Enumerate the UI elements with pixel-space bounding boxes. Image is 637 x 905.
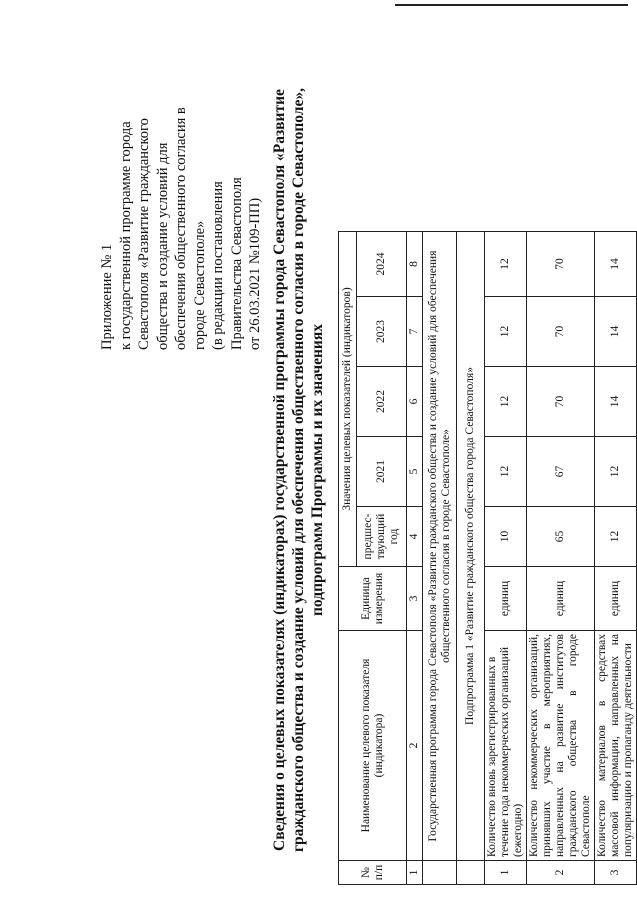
- col-number: 4: [407, 507, 423, 567]
- row-2024: 12: [485, 232, 527, 297]
- header-2023: 2023: [357, 297, 407, 367]
- header-name: Наименование целевого показателя (индикатора): [339, 631, 407, 861]
- row-2024: 70: [527, 232, 595, 297]
- heading-line: гражданского общества и создание условий для обеспечения общественного согласия в городе Севастополе»,: [290, 87, 307, 853]
- header-2022: 2022: [357, 367, 407, 437]
- annex-line: от 26.03.2021 №109-ПП): [247, 197, 263, 350]
- row-2023: 12: [485, 297, 527, 367]
- row-prev: 12: [595, 507, 637, 567]
- header-2024: 2024: [357, 232, 407, 297]
- row-indicator-name: Количество некоммерческих организаций, принявших участие в мероприятиях, направленных на развитие институтов гражданского общества в городе Севастополе: [527, 631, 595, 861]
- row-2021: 12: [595, 437, 637, 507]
- row-indicator-name: Количество материалов в средствах массовой информации, направленных на популяризацию и пропаганду деятельности: [595, 631, 637, 861]
- header-values-group: Значения целевых показателей (индикаторов): [339, 232, 357, 567]
- row-2023: 14: [595, 297, 637, 367]
- program-row: Государственная программа города Севастополя «Развитие гражданского общества и создание условий для обеспечения общественного согласия в городе Севастополе»: [423, 232, 457, 861]
- row-unit: единиц: [595, 567, 637, 631]
- indicators-table: [338, 231, 637, 885]
- col-number: 1: [407, 861, 423, 885]
- annex-line: к государственной программе города: [117, 121, 134, 350]
- document-heading: [270, 55, 327, 885]
- col-number: 2: [407, 631, 423, 861]
- row-num: 2: [527, 861, 595, 885]
- row-unit: единиц: [527, 567, 595, 631]
- row-2023: 70: [527, 297, 595, 367]
- row-2021: 67: [527, 437, 595, 507]
- annex-line: (в редакции постановления: [210, 181, 226, 350]
- col-number: 8: [407, 232, 423, 297]
- col-number: 7: [407, 297, 423, 367]
- annex-line: Севастополя «Развитие гражданского: [136, 118, 152, 350]
- annex-line: Правительства Севастополя: [228, 177, 245, 350]
- header-unit: Единица измерения: [339, 567, 407, 631]
- row-prev: 10: [485, 507, 527, 567]
- annex-line: городе Севастополе»: [191, 220, 208, 350]
- row-2022: 12: [485, 367, 527, 437]
- header-prev-year: предшес-твующий год: [357, 507, 407, 567]
- header-2021: 2021: [357, 437, 407, 507]
- row-num: 1: [485, 861, 527, 885]
- annex-line: общества и создание условий для: [154, 142, 171, 350]
- header-num: № п/п: [339, 861, 407, 885]
- row-prev: 65: [527, 507, 595, 567]
- subprogram-row: Подпрограмма 1 «Развитие гражданского общества города Севастополя»: [457, 232, 485, 861]
- col-number: 5: [407, 437, 423, 507]
- subprogram-row-spacer: [457, 861, 485, 885]
- row-2024: 14: [595, 232, 637, 297]
- col-number: 3: [407, 567, 423, 631]
- annex-line: Приложение № 1: [99, 243, 115, 350]
- annex-line: обеспечения общественного согласия в: [173, 107, 189, 350]
- program-row-spacer: [423, 861, 457, 885]
- row-2022: 14: [595, 367, 637, 437]
- heading-line: подпрограмм Программы и их значениях: [309, 324, 326, 616]
- row-unit: единиц: [485, 567, 527, 631]
- row-2022: 70: [527, 367, 595, 437]
- row-2021: 12: [485, 437, 527, 507]
- row-indicator-name: Количество вновь зарегистрированных в течение года некоммерческих организаций (ежегодно): [485, 631, 527, 861]
- row-num: 3: [595, 861, 637, 885]
- heading-line: Сведения о целевых показателях (индикаторах) государственной программы города Севастополя «Развитие: [271, 89, 288, 851]
- col-number: 6: [407, 367, 423, 437]
- annex-block: [98, 30, 265, 350]
